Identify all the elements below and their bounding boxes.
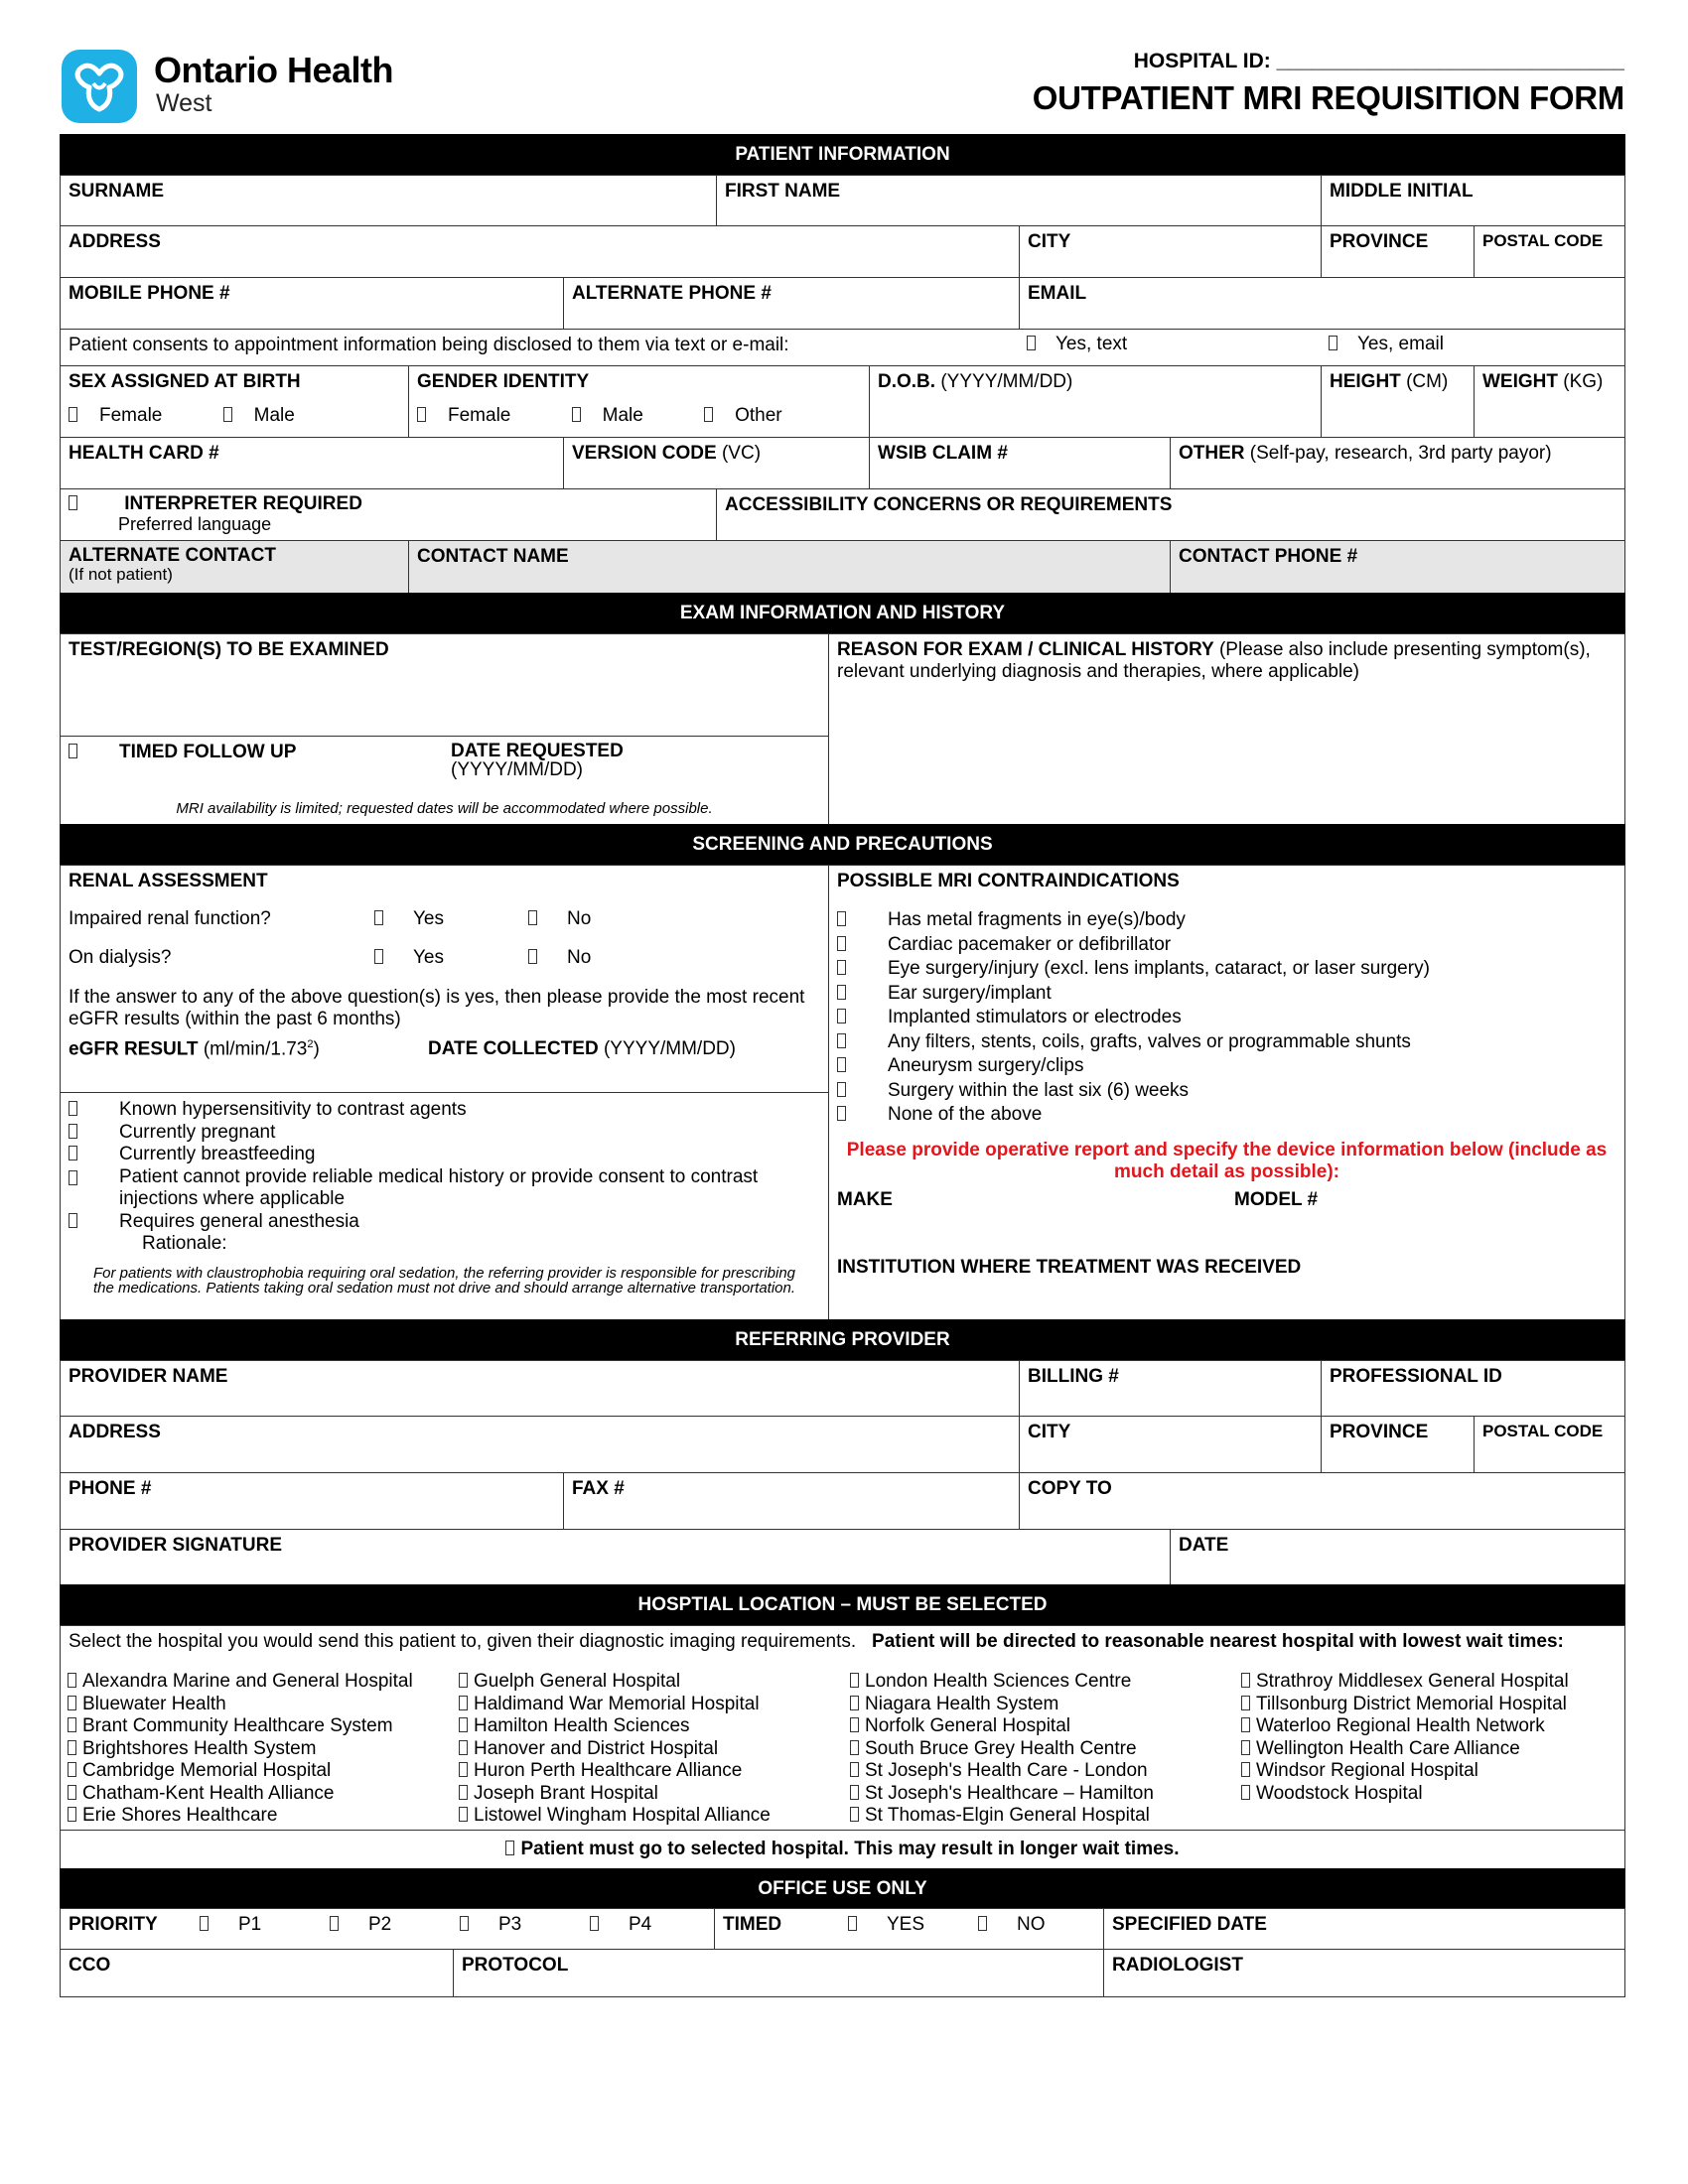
timed-yes-option[interactable]: YES xyxy=(848,1914,924,1936)
page-title: OUTPATIENT MRI REQUISITION FORM xyxy=(1032,79,1624,116)
must-go-option[interactable]: Patient must go to selected hospital. This may result in longer wait times. xyxy=(60,1830,1625,1869)
hospital-column-2 xyxy=(459,1671,771,1828)
consent-text-option[interactable]: Yes, text xyxy=(1027,334,1127,355)
section-header-patient: PATIENT INFORMATION xyxy=(60,134,1625,175)
alternate-contact-label-cell: ALTERNATE CONTACT (If not patient) xyxy=(60,540,409,594)
checkbox-icon[interactable] xyxy=(68,1785,76,1800)
cco-field[interactable]: CCO xyxy=(60,1949,454,1997)
checkbox-icon[interactable] xyxy=(837,985,846,1000)
checkbox-icon[interactable] xyxy=(837,936,846,951)
hospital-option[interactable]: Niagara Health System xyxy=(850,1694,1154,1716)
first-name-label: FIRST NAME xyxy=(725,181,841,202)
version-code-field[interactable]: VERSION CODE (VC) xyxy=(563,437,870,489)
sex-male-option[interactable]: Male xyxy=(223,405,295,426)
priority-p1-option[interactable]: P1 xyxy=(200,1914,261,1936)
surname-label: SURNAME xyxy=(69,181,165,202)
provider-address-field[interactable]: ADDRESS xyxy=(60,1416,1020,1473)
checkbox-icon[interactable] xyxy=(837,911,846,926)
contact-phone-field[interactable]: CONTACT PHONE # xyxy=(1170,540,1625,594)
email-label: EMAIL xyxy=(1028,283,1087,304)
consent-text: Patient consents to appointment information being disclosed to them via text or e-mail: xyxy=(69,335,789,355)
hospital-option[interactable]: South Bruce Grey Health Centre xyxy=(850,1738,1154,1761)
first-name-field[interactable] xyxy=(716,175,1322,226)
gender-female-option[interactable]: Female xyxy=(417,405,510,426)
precaution-item[interactable]: Patient cannot provide reliable medical history or provide consent to contrast injections where applicable xyxy=(69,1166,820,1211)
middle-initial-field[interactable] xyxy=(1321,175,1625,226)
checkbox-icon[interactable] xyxy=(223,407,232,422)
availability-note: MRI availability is limited; requested dates will be accommodated where possible. xyxy=(176,800,713,817)
city-field[interactable] xyxy=(1019,225,1322,278)
model-field[interactable]: MODEL # xyxy=(1234,1188,1319,1210)
checkbox-icon[interactable] xyxy=(374,910,383,925)
timed-follow-up-option[interactable]: TIMED FOLLOW UP xyxy=(69,742,296,762)
checkbox-icon[interactable] xyxy=(837,960,846,975)
section-header-screening: SCREENING AND PRECAUTIONS xyxy=(60,824,1625,866)
checkbox-icon[interactable] xyxy=(374,949,383,964)
contraindication-item[interactable]: Has metal fragments in eye(s)/body xyxy=(837,908,1617,933)
hospital-column-3 xyxy=(850,1671,1154,1828)
preferred-language-label: Preferred language xyxy=(118,514,272,534)
sex-assigned-group xyxy=(60,365,409,438)
institution-field[interactable]: INSTITUTION WHERE TREATMENT WAS RECEIVED xyxy=(837,1256,1302,1278)
other-payor-field[interactable]: OTHER (Self-pay, research, 3rd party payor) xyxy=(1170,437,1625,489)
checkbox-icon[interactable] xyxy=(850,1673,859,1688)
checkbox-icon[interactable] xyxy=(68,1673,76,1688)
org-region: West xyxy=(156,89,212,117)
hospital-id-field[interactable]: HOSPITAL ID: ______________________________ xyxy=(1133,50,1624,72)
billing-field[interactable]: BILLING # xyxy=(1019,1360,1322,1417)
timed-no-option[interactable]: NO xyxy=(978,1914,1046,1936)
egfr-result-field[interactable]: eGFR RESULT (ml/min/1.73$^2$) xyxy=(69,1038,320,1060)
checkbox-icon[interactable] xyxy=(1241,1717,1250,1732)
hospital-option[interactable]: Erie Shores Healthcare xyxy=(68,1805,413,1828)
hospital-option[interactable]: Alexandra Marine and General Hospital xyxy=(68,1671,413,1694)
checkbox-icon[interactable] xyxy=(459,1785,468,1800)
professional-id-field[interactable]: PROFESSIONAL ID xyxy=(1321,1360,1625,1417)
contraindication-item[interactable]: Aneurysm surgery/clips xyxy=(837,1054,1617,1079)
checkbox-icon[interactable] xyxy=(850,1807,859,1822)
provider-date-field[interactable]: DATE xyxy=(1170,1529,1625,1585)
egfr-instruction: If the answer to any of the above question(s) is yes, then please provide the most recent eGFR results (within the past 6 months) xyxy=(69,987,805,1029)
hospital-column-4 xyxy=(1241,1671,1569,1805)
checkbox-icon[interactable] xyxy=(459,1740,468,1755)
ontario-health-logo xyxy=(62,50,137,123)
hospital-option[interactable]: St Joseph's Health Care - London xyxy=(850,1760,1154,1783)
checkbox-icon[interactable] xyxy=(837,1057,846,1072)
contraindication-item[interactable]: Surgery within the last six (6) weeks xyxy=(837,1079,1617,1104)
checkbox-icon[interactable] xyxy=(69,407,77,422)
sex-female-option[interactable]: Female xyxy=(69,405,162,426)
timed-group: TIMED YES NO xyxy=(714,1908,1104,1950)
priority-p2-option[interactable]: P2 xyxy=(330,1914,391,1936)
middle-initial-label: MIDDLE INITIAL xyxy=(1330,181,1474,202)
checkbox-icon[interactable] xyxy=(459,1696,468,1710)
section-header-exam: EXAM INFORMATION AND HISTORY xyxy=(60,593,1625,634)
provider-fax-field[interactable]: FAX # xyxy=(563,1472,1020,1530)
checkbox-icon[interactable] xyxy=(572,407,581,422)
date-collected-field[interactable]: DATE COLLECTED (YYYY/MM/DD) xyxy=(428,1038,736,1059)
hospital-option[interactable]: Cambridge Memorial Hospital xyxy=(68,1760,413,1783)
checkbox-icon[interactable] xyxy=(68,1762,76,1777)
protocol-field[interactable]: PROTOCOL xyxy=(453,1949,1104,1997)
section-header-office: OFFICE USE ONLY xyxy=(60,1868,1625,1909)
checkbox-icon[interactable] xyxy=(200,1916,209,1931)
hospital-option[interactable]: Norfolk General Hospital xyxy=(850,1715,1154,1738)
checkbox-icon[interactable] xyxy=(505,1841,514,1855)
priority-p4-option[interactable]: P4 xyxy=(590,1914,651,1936)
hospital-option[interactable]: Guelph General Hospital xyxy=(459,1671,771,1694)
checkbox-icon[interactable] xyxy=(978,1916,987,1931)
mobile-phone-field[interactable] xyxy=(60,277,564,330)
checkbox-icon[interactable] xyxy=(69,1101,77,1116)
hospital-option[interactable]: Wellington Health Care Alliance xyxy=(1241,1738,1569,1761)
checkbox-icon[interactable] xyxy=(459,1717,468,1732)
checkbox-icon[interactable] xyxy=(1241,1740,1250,1755)
consent-email-option[interactable]: Yes, email xyxy=(1329,334,1444,355)
rationale-field[interactable]: Rationale: xyxy=(142,1233,227,1254)
contraindications-group: POSSIBLE MRI CONTRAINDICATIONS Has metal fragments in eye(s)/body Cardiac pacemaker or defibrillator Eye surgery/injury (excl. lens implants, cataract, or laser surgery) Ear surgery/implant Implanted stimulators or electrodes Any filters, stents, coils, grafts, valves or programmable shunts Aneurysm surgery/clips Surgery within the last six (6) weeks None of the above Please provide operative report and specify the device information below (include as much detail as possible): MAKE MODEL # INSTITUTION WHERE TREATMENT WAS RECEIVED xyxy=(828,865,1625,1320)
hospital-column-1 xyxy=(68,1671,413,1828)
specified-date-field[interactable]: SPECIFIED DATE xyxy=(1103,1908,1625,1950)
hospital-option[interactable]: Hamilton Health Sciences xyxy=(459,1715,771,1738)
sedation-note: For patients with claustrophobia requiring oral sedation, the referring provider is responsible for prescribing the medications. Patients taking oral sedation must not drive and should arrange alternative transportation. xyxy=(92,1264,796,1297)
checkbox-icon[interactable] xyxy=(1241,1762,1250,1777)
checkbox-icon[interactable] xyxy=(69,1146,77,1160)
checkbox-icon[interactable] xyxy=(417,407,426,422)
checkbox-icon[interactable] xyxy=(850,1740,859,1755)
hospital-option[interactable]: Bluewater Health xyxy=(68,1694,413,1716)
precaution-item[interactable]: Requires general anesthesia xyxy=(69,1211,820,1234)
impaired-yes-option[interactable]: Yes xyxy=(374,908,444,930)
hospital-option[interactable]: Listowel Wingham Hospital Alliance xyxy=(459,1805,771,1828)
mobile-phone-label: MOBILE PHONE # xyxy=(69,283,230,304)
renal-question-dialysis: On dialysis? Yes No xyxy=(69,947,592,968)
contraindication-item[interactable]: Implanted stimulators or electrodes xyxy=(837,1006,1617,1030)
contraindication-item[interactable]: Any filters, stents, coils, grafts, valves or programmable shunts xyxy=(837,1030,1617,1055)
renal-assessment-group: RENAL ASSESSMENT Impaired renal function? Yes No On dialysis? Yes No If the answer to any of the above question(s) is yes, then please provide the most recent eGFR results (within the past 6 months) eGFR RESULT (ml/min/1.73$^2$) DATE COLLECTED (YYYY/MM/DD) xyxy=(60,865,829,1093)
dialysis-no-option[interactable]: No xyxy=(528,947,591,969)
accessibility-field[interactable]: ACCESSIBILITY CONCERNS OR REQUIREMENTS xyxy=(716,488,1625,541)
sex-label: SEX ASSIGNED AT BIRTH xyxy=(69,371,301,392)
trillium-icon xyxy=(71,60,127,113)
checkbox-icon[interactable] xyxy=(1241,1696,1250,1710)
provider-province-field[interactable]: PROVINCE xyxy=(1321,1416,1475,1473)
checkbox-icon[interactable] xyxy=(850,1696,859,1710)
reason-for-exam-field[interactable]: REASON FOR EXAM / CLINICAL HISTORY (Please also include presenting symptom(s), relevant underlying diagnosis and therapies, where applicable) xyxy=(828,633,1625,825)
contraindication-item[interactable]: None of the above xyxy=(837,1103,1617,1128)
org-name: Ontario Health xyxy=(154,50,394,90)
checkbox-icon[interactable] xyxy=(460,1916,469,1931)
hospital-option[interactable]: Chatham-Kent Health Alliance xyxy=(68,1783,413,1806)
copy-to-field[interactable]: COPY TO xyxy=(1019,1472,1625,1530)
precaution-item[interactable]: Known hypersensitivity to contrast agents xyxy=(69,1099,820,1122)
precautions-group xyxy=(60,1092,829,1320)
contraindication-item[interactable]: Eye surgery/injury (excl. lens implants, cataract, or laser surgery) xyxy=(837,957,1617,982)
address-label: ADDRESS xyxy=(69,231,161,252)
checkbox-icon[interactable] xyxy=(68,1807,76,1822)
provider-name-field[interactable]: PROVIDER NAME xyxy=(60,1360,1020,1417)
checkbox-icon[interactable] xyxy=(704,407,713,422)
checkbox-icon[interactable] xyxy=(68,1717,76,1732)
provider-postal-code-field[interactable]: POSTAL CODE xyxy=(1474,1416,1625,1473)
weight-field[interactable]: WEIGHT (KG) xyxy=(1474,365,1625,438)
checkbox-icon[interactable] xyxy=(459,1807,468,1822)
gender-label: GENDER IDENTITY xyxy=(417,371,590,392)
postal-code-label: POSTAL CODE xyxy=(1482,231,1604,250)
checkbox-icon[interactable] xyxy=(848,1916,857,1931)
email-field[interactable] xyxy=(1019,277,1625,330)
provider-signature-field[interactable]: PROVIDER SIGNATURE xyxy=(60,1529,1171,1585)
checkbox-icon[interactable] xyxy=(69,1124,77,1139)
checkbox-icon[interactable] xyxy=(528,910,537,925)
checkbox-icon[interactable] xyxy=(69,495,77,510)
checkbox-icon[interactable] xyxy=(69,1170,77,1185)
hospital-option[interactable]: St Joseph's Healthcare – Hamilton xyxy=(850,1783,1154,1806)
renal-question-impaired: Impaired renal function? Yes No xyxy=(69,908,592,929)
surname-field[interactable] xyxy=(60,175,717,226)
precaution-item[interactable]: Currently breastfeeding xyxy=(69,1144,820,1166)
interpreter-field[interactable] xyxy=(60,488,717,541)
hospital-option[interactable]: Tillsonburg District Memorial Hospital xyxy=(1241,1694,1569,1716)
checkbox-icon[interactable] xyxy=(590,1916,599,1931)
section-header-provider: REFERRING PROVIDER xyxy=(60,1319,1625,1361)
wsib-claim-field[interactable]: WSIB CLAIM # xyxy=(869,437,1171,489)
checkbox-icon[interactable] xyxy=(459,1673,468,1688)
checkbox-icon[interactable] xyxy=(528,949,537,964)
hospital-option[interactable]: Woodstock Hospital xyxy=(1241,1783,1569,1806)
province-field[interactable] xyxy=(1321,225,1475,278)
checkbox-icon[interactable] xyxy=(69,744,77,758)
checkbox-icon[interactable] xyxy=(837,1082,846,1097)
alternate-phone-field[interactable] xyxy=(563,277,1020,330)
timed-follow-up-group xyxy=(60,736,829,825)
province-label: PROVINCE xyxy=(1330,231,1429,252)
precaution-item[interactable]: Currently pregnant xyxy=(69,1122,820,1145)
health-card-field[interactable]: HEALTH CARD # xyxy=(60,437,564,489)
radiologist-field[interactable]: RADIOLOGIST xyxy=(1103,1949,1625,1997)
contact-name-field[interactable]: CONTACT NAME xyxy=(408,540,1171,594)
checkbox-icon[interactable] xyxy=(837,1106,846,1121)
hospital-option[interactable]: Joseph Brant Hospital xyxy=(459,1783,771,1806)
hospital-option[interactable]: Brightshores Health System xyxy=(68,1738,413,1761)
checkbox-icon[interactable] xyxy=(459,1762,468,1777)
priority-group: PRIORITY P1 P2 P3 P4 xyxy=(60,1908,715,1950)
impaired-no-option[interactable]: No xyxy=(528,908,591,930)
contraindication-item[interactable]: Cardiac pacemaker or defibrillator xyxy=(837,933,1617,958)
priority-p3-option[interactable]: P3 xyxy=(460,1914,521,1936)
test-region-field[interactable]: TEST/REGION(S) TO BE EXAMINED xyxy=(60,633,829,737)
checkbox-icon[interactable] xyxy=(850,1785,859,1800)
hospital-option[interactable]: St Thomas-Elgin General Hospital xyxy=(850,1805,1154,1828)
postal-code-field[interactable] xyxy=(1474,225,1625,278)
checkbox-icon[interactable] xyxy=(1241,1673,1250,1688)
hospital-option[interactable]: London Health Sciences Centre xyxy=(850,1671,1154,1694)
gender-other-option[interactable]: Other xyxy=(704,405,782,426)
hospital-option[interactable]: Strathroy Middlesex General Hospital xyxy=(1241,1671,1569,1694)
contraindication-item[interactable]: Ear surgery/implant xyxy=(837,982,1617,1007)
hospital-option[interactable]: Huron Perth Healthcare Alliance xyxy=(459,1760,771,1783)
dialysis-yes-option[interactable]: Yes xyxy=(374,947,444,969)
alternate-phone-label: ALTERNATE PHONE # xyxy=(572,283,772,304)
hospital-option[interactable]: Hanover and District Hospital xyxy=(459,1738,771,1761)
checkbox-icon[interactable] xyxy=(850,1762,859,1777)
gender-male-option[interactable]: Male xyxy=(572,405,643,426)
checkbox-icon[interactable] xyxy=(68,1740,76,1755)
provider-city-field[interactable]: CITY xyxy=(1019,1416,1322,1473)
provider-phone-field[interactable]: PHONE # xyxy=(60,1472,564,1530)
height-field[interactable]: HEIGHT (CM) xyxy=(1321,365,1475,438)
checkbox-icon[interactable] xyxy=(69,1213,77,1228)
dob-field[interactable]: D.O.B. (YYYY/MM/DD) xyxy=(869,365,1322,438)
checkbox-icon[interactable] xyxy=(1027,336,1036,350)
hospital-option[interactable]: Haldimand War Memorial Hospital xyxy=(459,1694,771,1716)
checkbox-icon[interactable] xyxy=(1329,336,1337,350)
date-requested-field[interactable]: DATE REQUESTED (YYYY/MM/DD) xyxy=(451,741,624,780)
checkbox-icon[interactable] xyxy=(850,1717,859,1732)
section-header-hospital: HOSPTIAL LOCATION – MUST BE SELECTED xyxy=(60,1584,1625,1626)
hospital-instruction: Select the hospital you would send this patient to, given their diagnostic imaging requirements. Patient will be directed to reasonable nearest hospital with lowest wait times: xyxy=(69,1631,1564,1652)
checkbox-icon[interactable] xyxy=(1241,1785,1250,1800)
interpreter-label: INTERPRETER REQUIRED xyxy=(124,493,362,514)
checkbox-icon[interactable] xyxy=(330,1916,339,1931)
checkbox-icon[interactable] xyxy=(837,1033,846,1048)
make-field[interactable]: MAKE xyxy=(837,1188,893,1210)
gender-identity-group xyxy=(408,365,870,438)
hospital-option[interactable]: Brant Community Healthcare System xyxy=(68,1715,413,1738)
checkbox-icon[interactable] xyxy=(68,1696,76,1710)
checkbox-icon[interactable] xyxy=(837,1009,846,1024)
hospital-option[interactable]: Waterloo Regional Health Network xyxy=(1241,1715,1569,1738)
address-field[interactable] xyxy=(60,225,1020,278)
device-info-note: Please provide operative report and specify the device information below (include as much detail as possible): xyxy=(846,1139,1608,1182)
hospital-option[interactable]: Windsor Regional Hospital xyxy=(1241,1760,1569,1783)
city-label: CITY xyxy=(1028,231,1071,252)
